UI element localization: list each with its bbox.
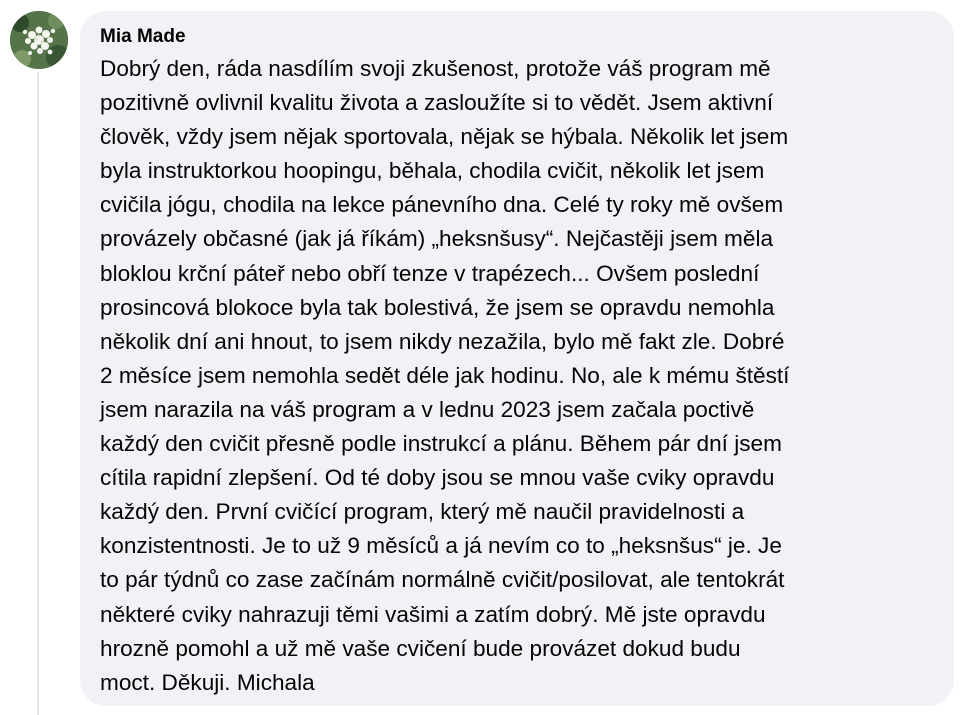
comment-author-name[interactable]: Mia Made bbox=[100, 26, 186, 47]
reply-thread-line bbox=[37, 72, 39, 715]
comment-bubble bbox=[80, 11, 954, 706]
comment-text: Dobrý den, ráda nasdílím svoji zkušenost, protože váš program mě pozitivně ovlivnil kvalitu života a zasloužíte si to vědět. Jsem aktivní člověk, vždy jsem nějak sportovala, nějak se hýbala. Několik let jsem byla instruktorkou hoopingu, běhala, chodila cvičit, několik let jsem cvičila jógu, chodila na lekce pánevního dna. Celé ty roky mě ovšem provázely občasné (jak já říkám) „heksnšusy“. Nejčastěji jsem měla bloklou krční páteř nebo obří tenze v trapézech... Ovšem poslední prosincová blokoce byla tak bolestivá, že jsem se opravdu nemohla několik dní ani hnout, to jsem nikdy nezažila, bylo mě fakt zle. Dobré 2 měsíce jsem nemohla sedět déle jak hodinu. No, ale k mému štěstí jsem narazila na váš program a v lednu 2023 jsem začala poctivě každý den cvičit přesně podle instrukcí a plánu. Během pár dní jsem cítila rapidní zlepšení. Od té doby jsou se mnou vaše cviky opravdu každý den. První cvičící program, který mě naučil pravidelnosti a konzistentnosti. Je to už 9 měsíců a já nevím co to „heksnšus“ je. Je to pár týdnů co zase začínám normálně cvičit/posilovat, ale tentokrát některé cviky nahrazuji těmi vašimi a zatím dobrý. Mě jste opravdu hrozně pomohl a už mě vaše cvičení bude provázet dokud budu moct. Děkuji. Michala bbox=[100, 56, 790, 695]
flower-profile-photo-icon bbox=[10, 11, 68, 69]
avatar[interactable] bbox=[10, 11, 68, 69]
cut-off-action-row bbox=[180, 708, 380, 715]
